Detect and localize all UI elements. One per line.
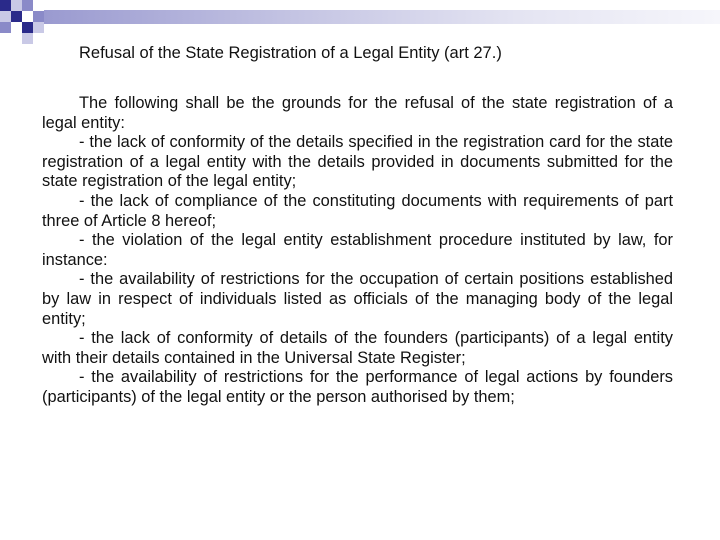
decor-square-dark (22, 22, 33, 33)
body-paragraph: - the lack of conformity of the details specified in the registration card for the state registration of a legal entity with the details provided in documents submitted for the state registration of the legal entity; (42, 133, 673, 191)
body-paragraph: The following shall be the grounds for the refusal of the state registration of a legal entity: (42, 94, 673, 132)
body-paragraph: - the violation of the legal entity establishment procedure instituted by law, for instance: (42, 231, 673, 269)
decor-square-mid (22, 0, 33, 11)
decor-square-mid (0, 22, 11, 33)
body-paragraph: - the availability of restrictions for the performance of legal actions by founders (participants) of the legal entity or the person authorised by them; (42, 368, 673, 406)
decor-square-mid (33, 11, 44, 22)
decor-square-light (0, 11, 11, 22)
decor-square-light (22, 33, 33, 44)
body-paragraph: - the availability of restrictions for the occupation of certain positions established by law in respect of individuals listed as officials of the managing body of the legal entity; (42, 270, 673, 328)
slide-body (42, 94, 673, 408)
decor-square-white (11, 22, 22, 33)
decor-square-light (33, 22, 44, 33)
decor-square-light (11, 0, 22, 11)
slide-title: Refusal of the State Registration of a Legal Entity (art 27.) (79, 44, 502, 62)
decor-square-dark (11, 11, 22, 22)
body-paragraph: - the lack of conformity of details of the founders (participants) of a legal entity with their details contained in the Universal State Register; (42, 329, 673, 367)
decor-square-dark (0, 0, 11, 11)
body-paragraph: - the lack of compliance of the constituting documents with requirements of part three of Article 8 hereof; (42, 191, 673, 230)
header-band (44, 10, 720, 24)
decor-square-white (22, 11, 33, 22)
